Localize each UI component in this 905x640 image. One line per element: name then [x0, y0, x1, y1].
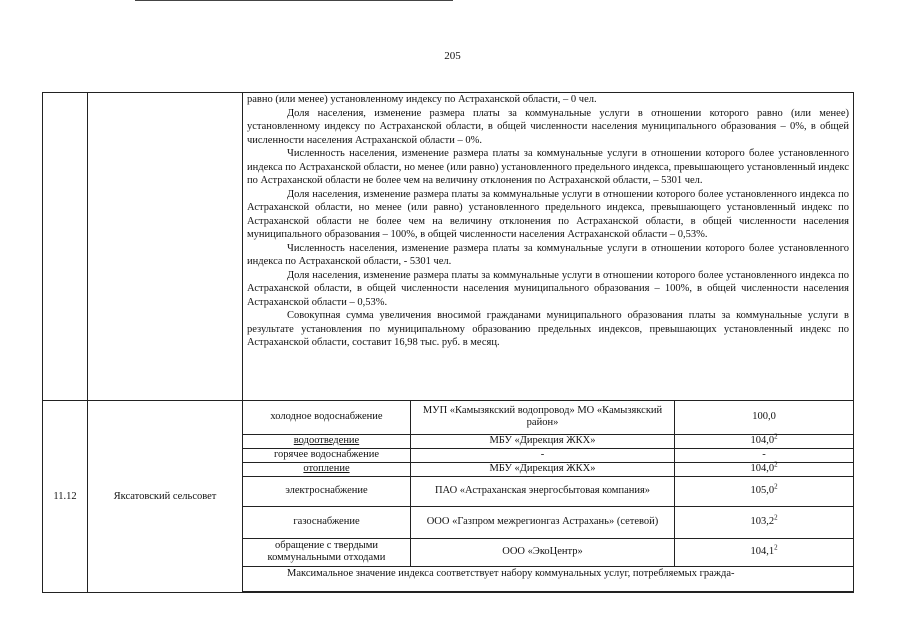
empty-number-cell — [43, 93, 88, 401]
index-footnote: 2 — [774, 432, 778, 441]
service-name — [243, 434, 411, 448]
index-value: 104,1 — [750, 546, 775, 557]
page-number: 205 — [444, 50, 461, 62]
service-row — [243, 506, 853, 538]
service-organization: ООО «ЭкоЦентр» — [411, 538, 675, 566]
continuation-row — [43, 93, 854, 401]
paragraph: Совокупная сумма увеличения вносимой гражданами муниципального образования платы за коммунальные услуги в результате установления по муниципальному образованию предельных индексов, превышающих установленный индекс по Астраханской области, составит 16,98 тыс. руб. в месяц. — [247, 310, 849, 348]
index-value: - — [762, 449, 766, 460]
index-value: 105,0 — [750, 485, 775, 496]
footer-text: Максимальное значение индекса соответствует набору коммунальных услуг, потребляемых гражда- — [287, 567, 735, 579]
services-cell — [243, 401, 854, 593]
index-footnote: 2 — [774, 460, 778, 469]
service-name-text: отопление — [303, 463, 350, 474]
top-rule — [135, 0, 453, 1]
service-row — [243, 448, 853, 462]
service-organization: ООО «Газпром межрегионгаз Астрахань» (сетевой) — [411, 506, 675, 538]
service-index — [675, 462, 854, 476]
service-name: обращение с твердыми коммунальными отходами — [243, 538, 411, 566]
paragraph: Доля населения, изменение размера платы за коммунальные услуги в отношении которого более установленного индекса по Астраханской области, но менее (или равно) установленного предельного индекса, превышающего установленный индекс по Астраханской области не более чем на величину отклонения по Астраханской области, в общей численности населения муниципального образования – 100%, в общей численности населения Астраханской области – 0,53%. — [247, 188, 849, 240]
service-index — [675, 434, 854, 448]
paragraph: равно (или менее) установленному индексу по Астраханской области, – 0 чел. — [247, 94, 597, 105]
paragraph: Доля населения, изменение размера платы за коммунальные услуги в отношении которого равно (или менее) установленному индексу по Астраханской области, в общей численности населения муниципального образования – 0%, в общей численности населения Астраханской области – 0%. — [247, 107, 849, 146]
service-index — [675, 401, 854, 434]
service-name-text: водоотведение — [293, 435, 360, 446]
paragraph: Доля населения, изменение размера платы за коммунальные услуги в отношении которого более установленного индекса по Астраханской области, в общей численности населения муниципального образования – 100%, в общей численности населения Астраханской области – 0,53%. — [247, 269, 849, 308]
service-organization: - — [411, 448, 675, 462]
municipality-name: Яксатовский сельсовет — [88, 401, 243, 593]
service-row — [243, 434, 853, 448]
service-row — [243, 538, 853, 566]
index-footnote: 2 — [774, 513, 778, 522]
index-value: 100,0 — [752, 411, 776, 423]
index-footnote: 2 — [774, 543, 778, 552]
footer-row — [243, 566, 853, 591]
service-name: электроснабжение — [243, 476, 411, 506]
index-value: 104,0 — [750, 463, 775, 474]
index-footnote: 2 — [774, 482, 778, 491]
empty-name-cell — [88, 93, 243, 401]
service-row — [243, 462, 853, 476]
entry-number: 11.12 — [43, 401, 88, 593]
tariff-table — [42, 92, 854, 593]
service-index — [675, 538, 854, 566]
continuation-text-cell — [243, 93, 854, 401]
footer-cell — [243, 566, 853, 591]
service-organization: ПАО «Астраханская энергосбытовая компания» — [411, 476, 675, 506]
service-index — [675, 506, 854, 538]
service-row — [243, 476, 853, 506]
index-value: 103,2 — [750, 516, 775, 527]
service-name — [243, 462, 411, 476]
service-name: горячее водоснабжение — [243, 448, 411, 462]
service-organization: МБУ «Дирекция ЖКХ» — [411, 434, 675, 448]
service-organization: МБУ «Дирекция ЖКХ» — [411, 462, 675, 476]
service-name: холодное водоснабжение — [243, 401, 411, 434]
index-value: 104,0 — [750, 435, 775, 446]
service-name: газоснабжение — [243, 506, 411, 538]
service-row — [243, 401, 853, 434]
municipality-row — [43, 401, 854, 593]
paragraph: Численность населения, изменение размера платы за коммунальные услуги в отношении которого более установленного индекса по Астраханской области, но менее (или равно) установленного предельного индекса, превышающего установленный индекс по Астраханской области не более чем на величину отклонения по Астраханской области, – 5301 чел. — [247, 148, 849, 186]
service-organization: МУП «Камызякский водопровод» МО «Камызякский район» — [411, 401, 675, 434]
services-table — [243, 401, 853, 592]
service-index — [675, 448, 854, 462]
service-index — [675, 476, 854, 506]
paragraph: Численность населения, изменение размера платы за коммунальные услуги в отношении которого более установленного индекса по Астраханской области, - 5301 чел. — [247, 242, 849, 267]
